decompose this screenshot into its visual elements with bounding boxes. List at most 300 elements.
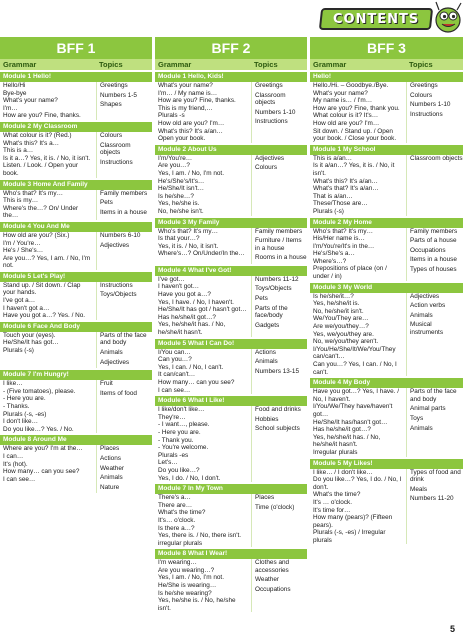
module-content — [310, 82, 463, 143]
grammar-item: I can see… — [158, 386, 191, 394]
topic-item: Weather — [255, 576, 280, 584]
module-content — [310, 469, 463, 545]
grammar-item: Yes, he/she/it has. / No, he/she/it hasn't. — [158, 321, 226, 337]
grammar-item: Is there a…? — [158, 524, 195, 532]
topic-item: Weather — [100, 464, 125, 472]
topic-item: Parts of the face and body — [410, 388, 457, 403]
grammar-item: - Here you are. — [3, 395, 46, 403]
grammar-item: It's time for… — [313, 506, 351, 514]
topics-list — [251, 82, 307, 143]
grammar-item: Plurals (-s) — [3, 347, 34, 355]
topic-item: Numbers 6-10 — [100, 231, 141, 239]
topics-list — [96, 190, 152, 220]
grammar-item: Yes, he/she is. — [158, 200, 200, 208]
module-heading: Module 6 Face And Body — [0, 322, 152, 332]
module-content — [155, 228, 307, 264]
module-content — [310, 155, 463, 216]
topic-item: Animal parts — [410, 405, 446, 413]
grammar-item: Hello./Hi. – Goodbye./Bye. — [313, 82, 389, 89]
bff3-column — [310, 59, 463, 619]
topic-item: Instructions — [255, 118, 288, 126]
grammar-item: He/She/It has got / hasn't got… — [158, 306, 247, 314]
topic-item: Colours — [255, 164, 278, 172]
bff2-column — [155, 59, 307, 619]
grammar-item: Prepositions of place (on / under / in) — [313, 265, 387, 281]
module-heading: Module 8 What I Wear! — [155, 549, 307, 559]
grammar-item: I like/don't like… — [158, 406, 205, 414]
grammar-item: Can you…? Yes, I can. / No, I can't. — [313, 361, 397, 376]
grammar-item: How many… can you see? — [158, 379, 235, 386]
grammar-item: - You're welcome. — [158, 444, 209, 452]
grammar-item: How many (pears)? (Fifteen pears). — [313, 514, 393, 529]
topic-item: Action verbs — [410, 302, 446, 310]
grammar-item: Have you got a…? Yes. / No. — [3, 312, 86, 320]
grammar-item: He/She is wearing… — [158, 582, 217, 590]
topic-item: Numbers 11-12 — [255, 275, 299, 283]
column-subheader — [155, 59, 307, 70]
topics-list — [406, 388, 463, 456]
grammar-item: Do you like…? Yes. / No. — [3, 425, 74, 433]
grammar-item: Yes, it is. / No, it isn't. — [158, 242, 219, 250]
module-content — [155, 406, 307, 482]
module-heading: Module 4 You And Me — [0, 222, 152, 232]
grammar-item: He/She/It isn't… — [158, 185, 204, 193]
grammar-item: Can you…? — [158, 356, 192, 364]
grammar-item: Who's that? It's my… — [158, 227, 218, 235]
topic-item: Shapes — [100, 101, 122, 109]
topic-item: Colours — [410, 91, 433, 99]
topic-item: Actions — [255, 348, 276, 356]
topic-item: Places — [100, 445, 120, 453]
grammar-item: I'm… — [3, 104, 18, 112]
grammar-item: I'm wearing… — [158, 559, 197, 567]
grammar-item: I'm… / My name is… — [158, 89, 218, 97]
grammar-item: Who's that? It's my… — [3, 189, 63, 197]
module-heading: Module 1 My School — [310, 145, 463, 155]
grammar-item: I like… / I don't like… — [313, 468, 373, 476]
grammar-item: What's the time? — [313, 491, 361, 499]
topic-item: Greetings — [255, 82, 283, 89]
topic-item: Occupations — [255, 586, 291, 594]
module-heading: Module 4 What I've Got! — [155, 266, 307, 276]
grammar-item: I'm/You're… — [158, 154, 193, 162]
topic-item: Hobbies — [255, 415, 279, 423]
grammar-item: This is a/an… — [313, 154, 353, 162]
grammar-item: I've got… — [158, 275, 185, 283]
grammar-item: What's your name? — [313, 89, 368, 97]
grammar-list — [0, 332, 96, 368]
grammar-list — [155, 406, 251, 482]
contents-badge: CONTENTS — [319, 8, 433, 30]
grammar-item: Stand up. / Sit down. / Clap your hands. — [3, 281, 81, 297]
grammar-item: That is a/an… — [313, 192, 353, 200]
grammar-item: Is it a…? Yes, it is. / No, it isn't. — [3, 154, 91, 162]
grammar-item: This is a… — [3, 147, 34, 155]
grammar-item: He's/She's/It's… — [158, 177, 205, 185]
topic-item: Greetings — [100, 82, 128, 89]
module-content — [310, 228, 463, 281]
module-content — [155, 82, 307, 143]
grammar-list — [0, 132, 96, 178]
topics-list — [96, 132, 152, 178]
grammar-item: Yes, I do. / No, I don't. — [158, 474, 221, 482]
grammar-item: Where's…? — [313, 257, 347, 265]
topic-item: Meals — [410, 485, 428, 493]
module-heading: Module 7 In My Town — [155, 484, 307, 494]
topic-item: Actions — [100, 454, 121, 462]
topic-item: Pets — [100, 199, 113, 207]
module-content — [0, 190, 152, 220]
grammar-item: I've got a… — [3, 297, 36, 305]
topic-item: Nature — [100, 483, 120, 491]
grammar-list — [310, 388, 406, 456]
topic-item: Furniture / Items in a house — [255, 237, 302, 252]
topics-list — [251, 349, 307, 395]
topic-item: Animals — [100, 349, 123, 357]
grammar-list — [155, 276, 251, 337]
topics-list — [96, 332, 152, 368]
grammar-item: Plurals (-s, -es) / Irregular plurals — [313, 529, 386, 544]
grammar-item: I/You can… — [158, 348, 191, 356]
topic-item: Rooms in a house — [255, 254, 307, 262]
module-heading: Module 5 My Likes! — [310, 459, 463, 469]
grammar-item: - Thank you. — [158, 436, 194, 444]
grammar-list — [0, 232, 96, 270]
grammar-item: We/You/They are… — [313, 315, 369, 323]
topics-list — [96, 282, 152, 320]
grammar-item: It's … o'clock. — [313, 498, 353, 506]
grammar-item: No, he/she/it isn't. — [313, 307, 364, 315]
topic-item: Instructions — [100, 281, 133, 289]
grammar-list — [310, 155, 406, 216]
module-content — [155, 349, 307, 395]
grammar-item: Yes, I have. / No, I haven't. — [158, 298, 234, 306]
grammar-item: Who's that? It's my… — [313, 227, 373, 235]
topic-item: Numbers 1-5 — [100, 91, 137, 99]
grammar-item: What's this? It's a/an… — [313, 177, 378, 185]
topic-item: Parts of the face and body — [100, 331, 147, 347]
topics-list — [96, 445, 152, 493]
grammar-item: irregular plurals — [158, 539, 203, 547]
grammar-item: Plurals (-s) — [313, 207, 344, 215]
module-heading: Module 5 What I Can Do! — [155, 339, 307, 349]
grammar-item: - Here you are. — [158, 428, 201, 436]
grammar-item: My name is… / I'm… — [313, 97, 373, 105]
module-content — [0, 282, 152, 320]
grammar-item: I/You/He/She/It/We/You/They can/can't… — [313, 345, 396, 361]
module-content — [310, 388, 463, 456]
grammar-item: How old are you? I'm… — [313, 119, 380, 127]
module-content — [0, 332, 152, 368]
grammar-item: It can/can't… — [158, 371, 196, 379]
topics-list — [406, 155, 463, 216]
grammar-item: How many… can you see? — [3, 468, 80, 476]
module-heading: Module 2 My Home — [310, 218, 463, 228]
grammar-item: Do you like…? — [158, 466, 200, 474]
grammar-item: There are… — [158, 501, 193, 509]
topic-item: Instructions — [410, 110, 443, 118]
module-content — [155, 155, 307, 216]
module-heading: Module 1 Hello! — [0, 72, 152, 82]
topic-item: Toys — [410, 414, 424, 422]
grammar-item: Are you wearing…? — [158, 566, 215, 574]
topic-item: Time (o'clock) — [255, 503, 295, 511]
grammar-item: How are you? Fine, thanks. — [3, 112, 81, 120]
topic-item: Musical instruments — [410, 321, 444, 337]
topic-item: Colours — [100, 131, 123, 139]
grammar-item: Yes, I can. / No, I can't. — [158, 363, 224, 371]
topics-list — [406, 228, 463, 281]
grammar-item: No, we/you/they aren't. — [313, 338, 379, 346]
module-content — [0, 380, 152, 433]
page-number: 5 — [450, 624, 456, 634]
grammar-item: Has he/she/it got…? — [313, 426, 371, 434]
grammar-item: I'm/You're/It's in the… — [313, 242, 375, 250]
grammar-item: Is he/she wearing? — [158, 589, 212, 597]
grammar-item: This is my… — [3, 197, 39, 205]
grammar-item: He's/She's a… — [313, 250, 355, 258]
bff2-header: BFF 2 — [155, 37, 307, 59]
grammar-item: Listen. / Look. / Open your book. — [3, 162, 78, 177]
grammar-item: Is he/she…? — [158, 192, 194, 200]
grammar-item: How old are you? (Six.) — [3, 231, 70, 239]
topics-list — [251, 406, 307, 482]
grammar-list — [155, 155, 251, 216]
grammar-item: Yes, we/you/they are. — [313, 330, 374, 338]
topic-item: Fruit — [100, 380, 113, 388]
module-heading: Module 8 Around Me — [0, 435, 152, 445]
grammar-list — [155, 559, 251, 612]
grammar-item: Plurals -es — [158, 451, 189, 459]
grammar-item: They're… — [158, 413, 186, 421]
module-heading: Module 3 My Family — [155, 218, 307, 228]
level-headers — [0, 37, 463, 59]
grammar-list — [155, 82, 251, 143]
grammar-item: I'm / You're… — [3, 239, 41, 247]
grammar-item: What's that? It's a/an… — [313, 185, 379, 193]
topic-item: Clothes and accessories — [255, 559, 290, 574]
topic-item: Greetings — [410, 82, 438, 89]
topic-item: Family members — [255, 227, 303, 235]
grammar-item: Where's the…? On/ Under the… — [3, 204, 79, 220]
grammar-item: I haven't got… — [158, 283, 200, 291]
grammar-item: Open your book. — [158, 135, 206, 143]
grammar-item: Are we/you/they…? — [313, 323, 369, 331]
topics-list — [251, 494, 307, 547]
grammar-list — [310, 82, 406, 143]
module-heading: Hello! — [310, 72, 463, 82]
topic-item: Instructions — [100, 158, 133, 166]
topic-item: Occupations — [410, 246, 446, 254]
grammar-item: Hello/Hi — [3, 82, 26, 89]
grammar-item: I like… — [3, 380, 23, 388]
grammar-item: - Thanks. — [3, 403, 30, 410]
grammar-item: How are you? Fine, thank you. — [313, 104, 400, 112]
module-heading: Module 7 I'm Hungry! — [0, 370, 152, 380]
grammar-item: It's… o'clock. — [158, 516, 196, 524]
topics-list — [406, 469, 463, 545]
topic-item: Food and drinks — [255, 406, 301, 414]
topics-list — [251, 559, 307, 612]
topic-item: Animals — [410, 424, 433, 432]
topics-list — [251, 155, 307, 216]
grammar-item: - I want…, please. — [158, 421, 210, 429]
grammar-item: Do you like…? Yes, I do. / No, I don't. — [313, 476, 402, 491]
topic-item: Animals — [100, 474, 123, 482]
grammar-item: He's / She's… — [3, 247, 44, 255]
grammar-item: Let's… — [158, 459, 178, 467]
grammar-item: Irregular plurals — [313, 448, 358, 456]
topics-heading: Topics — [409, 60, 433, 69]
module-content — [0, 132, 152, 178]
column-subheader — [0, 59, 152, 70]
grammar-item: Yes, there is. / No, there isn't. — [158, 532, 242, 540]
grammar-item: Yes, he/she/it has. / No, he/she/it hasn't. — [313, 433, 381, 449]
grammar-item: Is it a/an…? Yes, it is. / No, it isn't. — [313, 162, 395, 177]
topic-item: Toys/Objects — [255, 285, 292, 293]
module-heading: Module 1 Hello, Kids! — [155, 72, 307, 82]
grammar-list — [310, 293, 406, 377]
topic-item: Adjectives — [255, 154, 285, 162]
topics-list — [251, 276, 307, 337]
column-subheader — [310, 59, 463, 70]
topics-list — [96, 380, 152, 433]
topic-item: Classroom objects — [410, 154, 463, 162]
topic-item: Places — [255, 494, 275, 502]
module-content — [155, 494, 307, 547]
topic-item: Classroom objects — [255, 91, 286, 107]
topic-item: Gadgets — [255, 321, 280, 329]
grammar-item: Where's…? On/Under/In the… — [158, 250, 245, 258]
topic-item: Animals — [255, 358, 278, 366]
grammar-item: I don't like… — [3, 418, 38, 426]
grammar-item: Plurals (-s, -es) — [3, 410, 47, 418]
grammar-item: Bye-bye — [3, 89, 27, 97]
grammar-item: - (Five tomatoes), please. — [3, 387, 76, 395]
topics-list — [406, 82, 463, 143]
topic-item: Toys/Objects — [100, 291, 137, 299]
grammar-item: It's (hot). — [3, 460, 28, 468]
grammar-list — [155, 228, 251, 264]
grammar-item: What colour is it? It's… — [313, 112, 379, 120]
grammar-item: Sit down. / Stand up. / Open your book. / Close your book. — [313, 127, 397, 143]
grammar-item: Touch your (eyes). — [3, 331, 56, 339]
grammar-list — [0, 190, 96, 220]
topic-item: Animals — [410, 311, 433, 319]
grammar-item: Where are you? I'm at the… — [3, 445, 83, 453]
topic-item: Adjectives — [100, 241, 130, 249]
topic-item: Parts of the face/body — [255, 304, 288, 320]
topic-item: Types of food and drink — [410, 468, 461, 484]
bff3-header: BFF 3 — [310, 37, 463, 59]
topics-list — [96, 232, 152, 270]
topic-item: Parts of a house — [410, 237, 457, 245]
grammar-item: He/She/It has got… — [3, 339, 59, 347]
module-heading: Module 3 My World — [310, 283, 463, 293]
topic-item: Numbers 1-10 — [255, 108, 296, 116]
module-content — [0, 232, 152, 270]
bff1-header: BFF 1 — [0, 37, 152, 59]
module-heading: Module 2 About Us — [155, 145, 307, 155]
grammar-item: Have you got a…? — [158, 291, 211, 299]
grammar-heading: Grammar — [158, 60, 192, 69]
grammar-item: These/Those are… — [313, 200, 368, 208]
grammar-item: What's the time? — [158, 509, 206, 517]
grammar-item: There's a… — [158, 494, 191, 502]
module-content — [0, 82, 152, 120]
topics-list — [406, 293, 463, 377]
grammar-item: I/You/We/They have/haven't got… — [313, 403, 393, 418]
topic-item: Classroom objects — [100, 141, 131, 157]
top-banner — [0, 0, 463, 30]
topic-item: Family members — [100, 189, 148, 197]
topics-heading: Topics — [254, 60, 278, 69]
grammar-list — [0, 445, 96, 493]
topic-item: School subjects — [255, 425, 300, 433]
topic-item: Types of houses — [410, 265, 457, 273]
grammar-item: This is my friend,… — [158, 104, 213, 112]
grammar-item: What's your name? — [3, 97, 58, 105]
module-heading: Module 5 Let's Play! — [0, 272, 152, 282]
grammar-item: How are you? Fine, thanks. — [158, 97, 236, 105]
topic-item: Pets — [255, 295, 268, 303]
module-heading: Module 6 What I Like! — [155, 396, 307, 406]
grammar-item: I haven't got a… — [3, 304, 50, 312]
grammar-item: Is he/she/it…? — [313, 292, 354, 300]
grammar-item: Have you got…? Yes, I have. / No, I haven't. — [313, 388, 399, 403]
grammar-item: No, he/she isn't. — [158, 207, 204, 215]
grammar-item: Are you…? — [158, 162, 190, 170]
grammar-item: Yes, he/she/it is. — [313, 300, 360, 308]
module-heading: Module 2 My Classroom — [0, 122, 152, 132]
grammar-list — [155, 349, 251, 395]
module-heading: Module 3 Home And Family — [0, 180, 152, 190]
topic-item: Family members — [410, 227, 458, 235]
grammar-item: Has he/she/it got…? — [158, 313, 216, 321]
grammar-item: He/She/It has/hasn't got… — [313, 418, 388, 426]
module-heading: Module 4 My Body — [310, 378, 463, 388]
module-content — [310, 293, 463, 377]
topic-item: Items in a house — [100, 208, 147, 216]
grammar-item: What's this? It's a… — [3, 139, 60, 147]
grammar-heading: Grammar — [313, 60, 347, 69]
topics-heading: Topics — [99, 60, 123, 69]
grammar-item: His/Her name is… — [313, 235, 365, 243]
topic-item: Numbers 1-10 — [410, 101, 451, 109]
grammar-item: Plurals -s — [158, 112, 185, 120]
grammar-item: Yes, he/she is. / No, he/she isn't. — [158, 597, 236, 612]
grammar-item: Is that your…? — [158, 235, 200, 243]
topic-item: Adjectives — [410, 292, 440, 300]
topics-list — [251, 228, 307, 264]
topics-list — [96, 82, 152, 120]
grammar-item: What colour is it? (Red.) — [3, 131, 72, 139]
grammar-item: Yes, I am. / No, I'm not. — [158, 574, 224, 582]
mascot-illustration — [430, 0, 463, 34]
grammar-list — [155, 494, 251, 547]
grammar-list — [0, 380, 96, 433]
bff1-column — [0, 59, 152, 619]
grammar-item: What's this? It's a/an… — [158, 127, 223, 135]
grammar-item: What's your name? — [158, 82, 213, 89]
topic-item: Numbers 13-15 — [255, 367, 300, 375]
grammar-item: I can… — [3, 452, 24, 460]
module-content — [155, 276, 307, 337]
topic-item: Adjectives — [100, 358, 130, 366]
grammar-list — [0, 82, 96, 120]
grammar-item: Yes, I am. / No, I'm not. — [158, 169, 224, 177]
grammar-heading: Grammar — [3, 60, 37, 69]
